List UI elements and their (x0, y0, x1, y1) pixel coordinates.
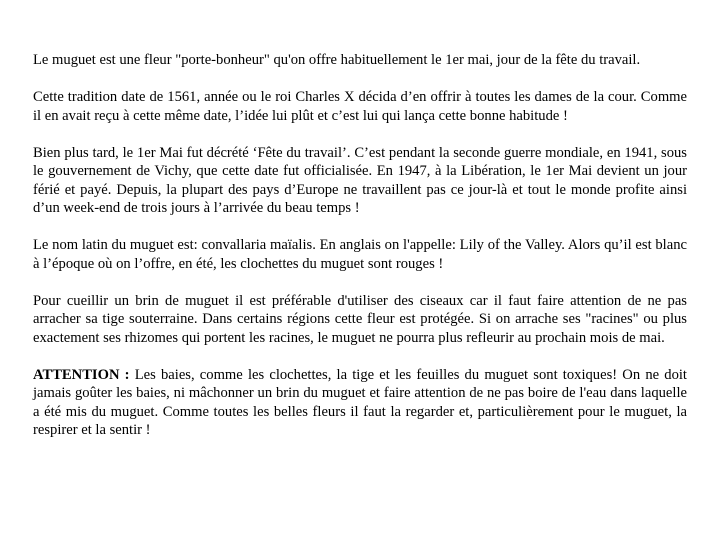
document-body (33, 51, 687, 440)
paragraph-intro: Le muguet est une fleur "porte-bonheur" qu'on offre habituellement le 1er mai, jour de la fête du travail. (33, 52, 641, 68)
paragraph-tradition: Cette tradition date de 1561, année ou le roi Charles X décida d’en offrir à toutes les dames de la cour. Comme il en avait reçu à cette même date, l’idée lui plût et c’est lui qui lança cette bonne habitude ! (33, 89, 687, 124)
warning-text: Les baies, comme les clochettes, la tige et les feuilles du muguet sont toxiques! On ne doit jamais goûter les baies, ni mâchonner un brin du muguet et faire attention de ne pas boire de l'eau dans laquelle a été mis du muguet. Comme toutes les belles fleurs il faut la regarder et, particulièrement pour le muguet, la respirer et la sentir ! (33, 366, 687, 438)
paragraph-picking: Pour cueillir un brin de muguet il est préférable d'utiliser des ciseaux car il faut faire attention de ne pas arracher sa tige souterraine. Dans certains régions cette fleur est protégée. Si on arrache ses "racines" ou plus exactement ses rhizomes qui portent les racines, le muguet ne pourra plus refleurir au prochain mois de mai. (33, 292, 687, 346)
paragraph-warning (33, 366, 687, 440)
paragraph-latin-name: Le nom latin du muguet est: convallaria maïalis. En anglais on l'appelle: Lily of the Valley. Alors qu’il est blanc à l’époque où on l’offre, en été, les clochettes du muguet sont rouges ! (33, 237, 687, 272)
paragraph-history: Bien plus tard, le 1er Mai fut décrété ‘Fête du travail’. C’est pendant la seconde guerre mondiale, en 1941, sous le gouvernement de Vichy, que cette date fut officialisée. En 1947, à la Libération, le 1er Mai devient un jour férié et payé. Depuis, la plupart des pays d’Europe ne travaillent pas ce jour-là et tout le monde profite ainsi d’un week-end de trois jours à l’arrivée du beau temps ! (33, 144, 687, 216)
warning-label: ATTENTION : (33, 366, 130, 383)
